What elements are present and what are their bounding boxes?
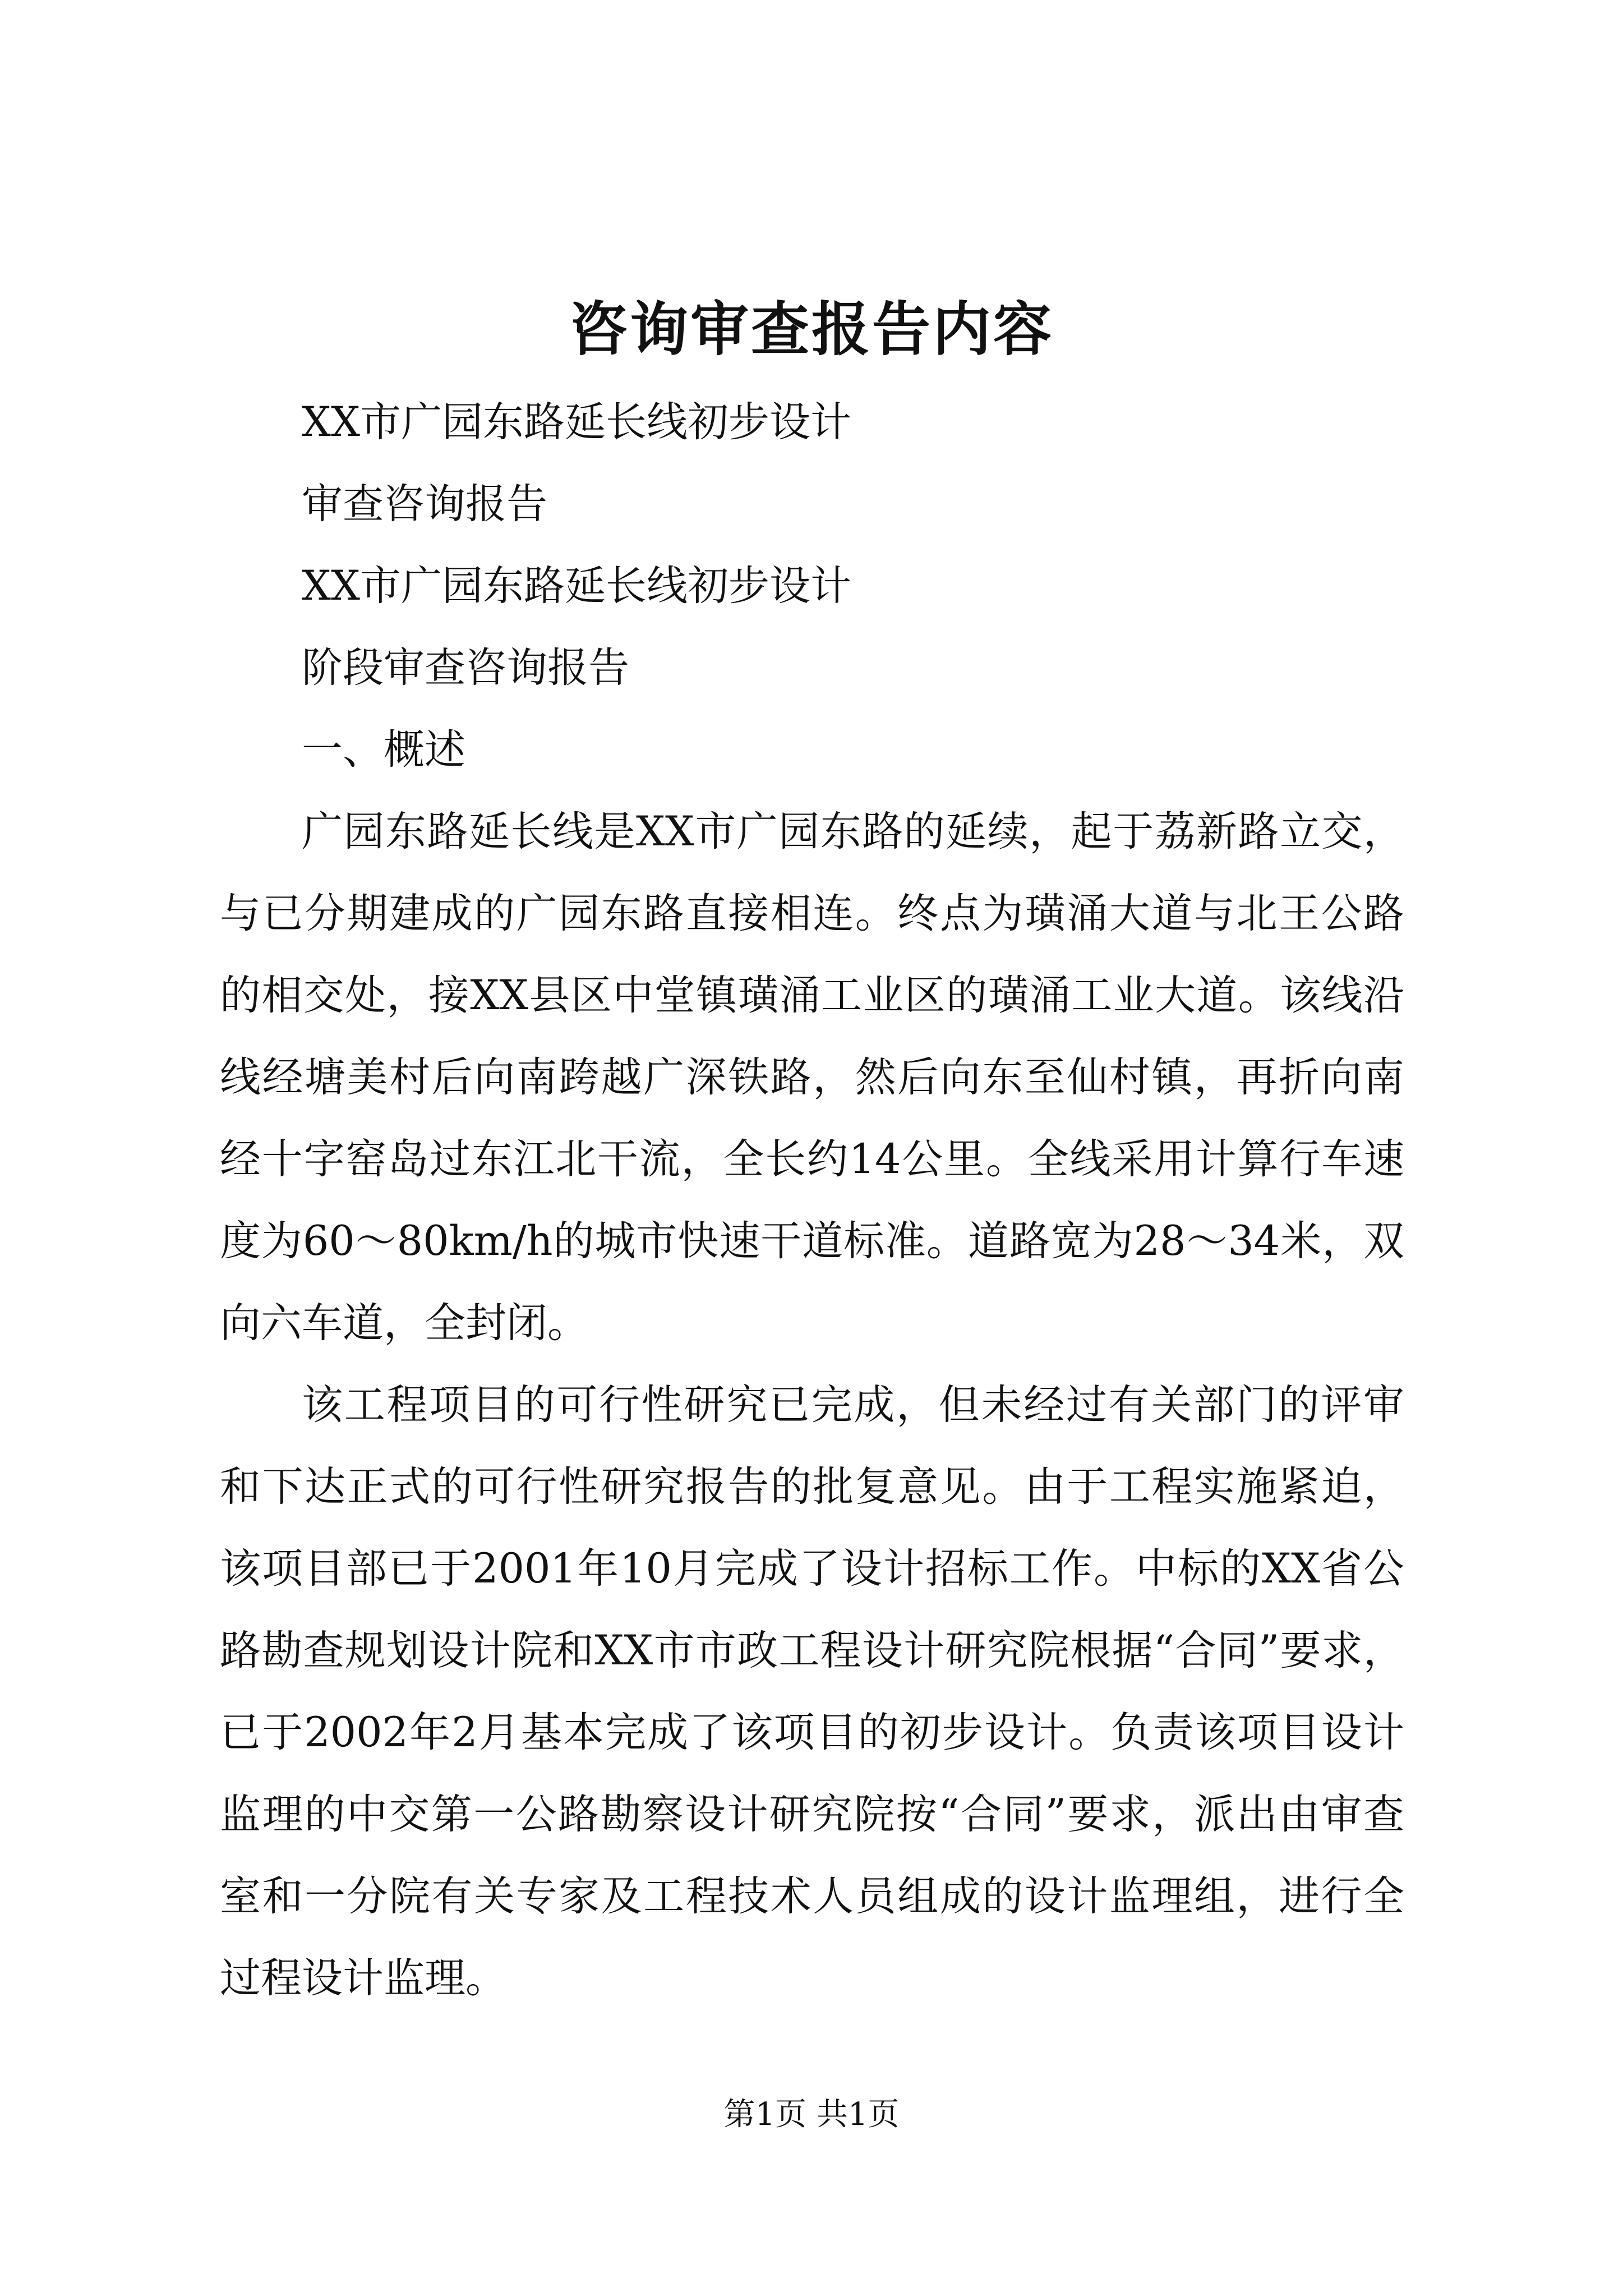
section-heading: 一、概述: [302, 726, 465, 774]
paragraph-project-status: 该工程项目的可行性研究已完成，但未经过有关部门的评审和下达正式的可行性研究报告的批复意见。由于工程实施紧迫，该项目部已于2001年10月完成了设计招标工作。中标的XX省公路勘查规划设计院和XX市市政工程设计研究院根据“合同”要求，已于2002年2月基本完成了该项目的初步设计。负责该项目设计监理的中交第一公路勘察设计研究院按“合同”要求，派出由审查室和一分院有关专家及工程技术人员组成的设计监理组，进行全过程设计监理。: [220, 1381, 1404, 2002]
subtitle-line-2: 审查咨询报告: [302, 480, 547, 528]
document-body: [220, 381, 1404, 2019]
paragraph-overview: 广园东路延长线是XX市广园东路的延续，起于荔新路立交，与已分期建成的广园东路直接相连。终点为璜涌大道与北王公路的相交处，接XX县区中堂镇璜涌工业区的璜涌工业大道。该线沿线经塘美村后向南跨越广深铁路，然后向东至仙村镇，再折向南经十字窑岛过东江北干流，全长约14公里。全线采用计算行车速度为60～80km/h的城市快速干道标准。道路宽为28～34米，双向六车道，全封闭。: [220, 808, 1404, 1347]
subtitle-line-3: XX市广园东路延长线初步设计: [302, 562, 851, 610]
subtitle-line-1: XX市广园东路延长线初步设计: [302, 398, 851, 446]
document-title: 咨询审查报告内容: [569, 295, 1054, 364]
page-footer: 第1页 共1页: [723, 2096, 900, 2133]
subtitle-line-4: 阶段审查咨询报告: [302, 644, 629, 692]
